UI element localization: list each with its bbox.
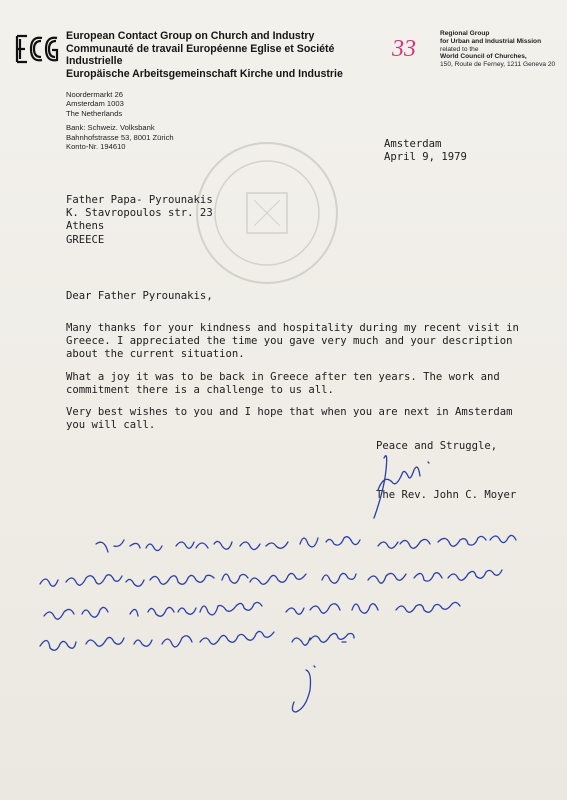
bank-name: Bank: Schweiz. Volksbank bbox=[66, 123, 155, 133]
signature-name: The Rev. John C. Moyer bbox=[376, 489, 517, 501]
regional-line: Regional Group bbox=[440, 30, 490, 37]
body-paragraph: Many thanks for your kindness and hospitality during my recent visit in Greece. I appreciated the time you gave very much and your description about the current situation. bbox=[66, 322, 519, 361]
handwritten-line-2 bbox=[40, 570, 502, 586]
recipient-line: K. Stavropoulos str. 23 bbox=[66, 207, 213, 220]
letter-place: Amsterdam bbox=[384, 138, 442, 150]
bank-street: Bahnhofstrasse 53, 8001 Zürich bbox=[66, 132, 174, 142]
bank-account: Konto-Nr. 194610 bbox=[66, 142, 126, 152]
recipient-line: Father Papa- Pyrounakis bbox=[66, 194, 213, 206]
address-city: Amsterdam 1003 bbox=[66, 99, 124, 109]
handwritten-number: 33 bbox=[392, 36, 416, 62]
handwritten-line-1 bbox=[96, 535, 516, 552]
org-name-en: European Contact Group on Church and Industry bbox=[66, 30, 315, 42]
org-name-de: Europäische Arbeitsgemeinschaft Kirche und Industrie bbox=[66, 67, 343, 80]
regional-line: for Urban and Industrial Mission bbox=[440, 37, 542, 45]
closing: Peace and Struggle, bbox=[376, 440, 498, 452]
regional-line: related to the bbox=[440, 45, 479, 53]
body-paragraph: What a joy it was to be back in Greece after ten years. The work and commitment there is a challenge to us all. bbox=[66, 370, 500, 396]
salutation: Dear Father Pyrounakis, bbox=[66, 290, 213, 302]
recipient-line: Athens bbox=[66, 220, 105, 233]
regional-line: World Council of Churches, bbox=[440, 53, 527, 61]
handwritten-line-4 bbox=[40, 631, 354, 650]
handwritten-initial bbox=[292, 666, 315, 712]
handwritten-signature bbox=[374, 456, 429, 518]
org-name-fr: Communauté de travail Européenne Eglise et Société Industrielle bbox=[66, 42, 335, 67]
body-paragraph: Very best wishes to you and I hope that when you are next in Amsterdam you will call. bbox=[66, 406, 513, 432]
letter-date: April 9, 1979 bbox=[384, 151, 467, 164]
address-country: The Netherlands bbox=[66, 108, 123, 118]
address-street: Noordermarkt 26 bbox=[66, 90, 123, 99]
recipient-line: GREECE bbox=[66, 233, 105, 246]
handwritten-line-3 bbox=[44, 602, 460, 619]
regional-line: 150, Route de Ferney, 1211 Geneva 20 bbox=[440, 61, 556, 69]
